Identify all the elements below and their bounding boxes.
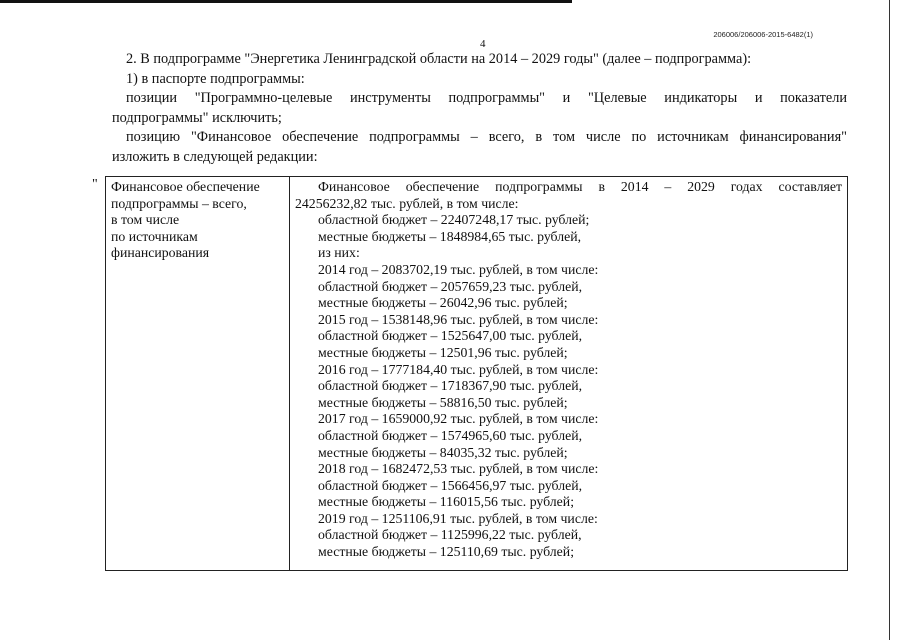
label-line: в том числе — [111, 212, 180, 228]
value-line: местные бюджеты – 84035,32 тыс. рублей; — [318, 444, 568, 460]
value-intro-total: 24256232,82 тыс. рублей, в том числе: — [295, 195, 519, 211]
value-line: 2017 год – 1659000,92 тыс. рублей, в том числе: — [318, 411, 599, 427]
value-line: 2018 год – 1682472,53 тыс. рублей, в том числе: — [318, 461, 599, 477]
top-scan-rule — [0, 0, 572, 3]
value-line: местные бюджеты – 116015,56 тыс. рублей; — [318, 494, 575, 510]
table-cell-values — [290, 177, 848, 571]
value-line: областной бюджет – 1125996,22 тыс. рублей, — [318, 527, 582, 543]
document-body — [112, 50, 847, 167]
value-line: 2014 год – 2083702,19 тыс. рублей, в том числе: — [318, 261, 599, 277]
value-line: областной бюджет – 1566456,97 тыс. рублей, — [318, 477, 583, 493]
label-line: финансирования — [111, 245, 210, 261]
value-line: 2016 год – 1777184,40 тыс. рублей, в том числе: — [318, 361, 599, 377]
value-line: местные бюджеты – 125110,69 тыс. рублей; — [318, 544, 575, 560]
opening-quote: " — [92, 177, 98, 192]
paragraph-position-line-1: позицию "Финансовое обеспечение подпрограммы – всего, в том числе по источникам финансирования" — [126, 129, 847, 145]
value-line: областной бюджет – 2057659,23 тыс. рублей, — [318, 278, 583, 294]
document-id: 206006/206006-2015-6482(1) — [713, 30, 813, 39]
value-line: из них: — [318, 245, 360, 261]
right-page-edge — [889, 0, 890, 640]
label-line: Финансовое обеспечение — [111, 179, 260, 194]
value-intro-line: Финансовое обеспечение подпрограммы в 2014 – 2029 годах составляет — [318, 179, 842, 194]
label-line: подпрограммы – всего, — [111, 195, 247, 211]
value-line: областной бюджет – 1574965,60 тыс. рублей, — [318, 427, 583, 443]
value-line: местные бюджеты – 1848984,65 тыс. рублей, — [318, 228, 582, 244]
value-line: местные бюджеты – 58816,50 тыс. рублей; — [318, 394, 568, 410]
value-line: местные бюджеты – 26042,96 тыс. рублей; — [318, 295, 568, 311]
value-line: областной бюджет – 1718367,90 тыс. рублей, — [318, 378, 583, 394]
table-cell-label — [106, 177, 290, 571]
financing-table — [105, 176, 848, 571]
paragraph-positions-line-1: позиции "Программно-целевые инструменты подпрограммы" и "Целевые индикаторы и показатели — [126, 90, 847, 106]
value-line: областной бюджет – 1525647,00 тыс. рублей, — [318, 328, 583, 344]
paragraph-position-line-2: изложить в следующей редакции: — [112, 148, 318, 165]
value-line: 2015 год – 1538148,96 тыс. рублей, в том числе: — [318, 311, 599, 327]
paragraph-positions-line-2: подпрограммы" исключить; — [112, 109, 282, 126]
value-line: областной бюджет – 22407248,17 тыс. рублей; — [318, 212, 590, 228]
table-row — [106, 177, 848, 571]
paragraph-passport: 1) в паспорте подпрограммы: — [126, 70, 305, 87]
value-line: местные бюджеты – 12501,96 тыс. рублей; — [318, 344, 568, 360]
paragraph-subprogram-change: 2. В подпрограмме "Энергетика Ленинградской области на 2014 – 2029 годы" (далее – подпрограмма): — [126, 51, 752, 67]
value-line: 2019 год – 1251106,91 тыс. рублей, в том числе: — [318, 510, 598, 526]
page-number: 4 — [480, 38, 486, 50]
label-line: по источникам — [111, 228, 198, 244]
